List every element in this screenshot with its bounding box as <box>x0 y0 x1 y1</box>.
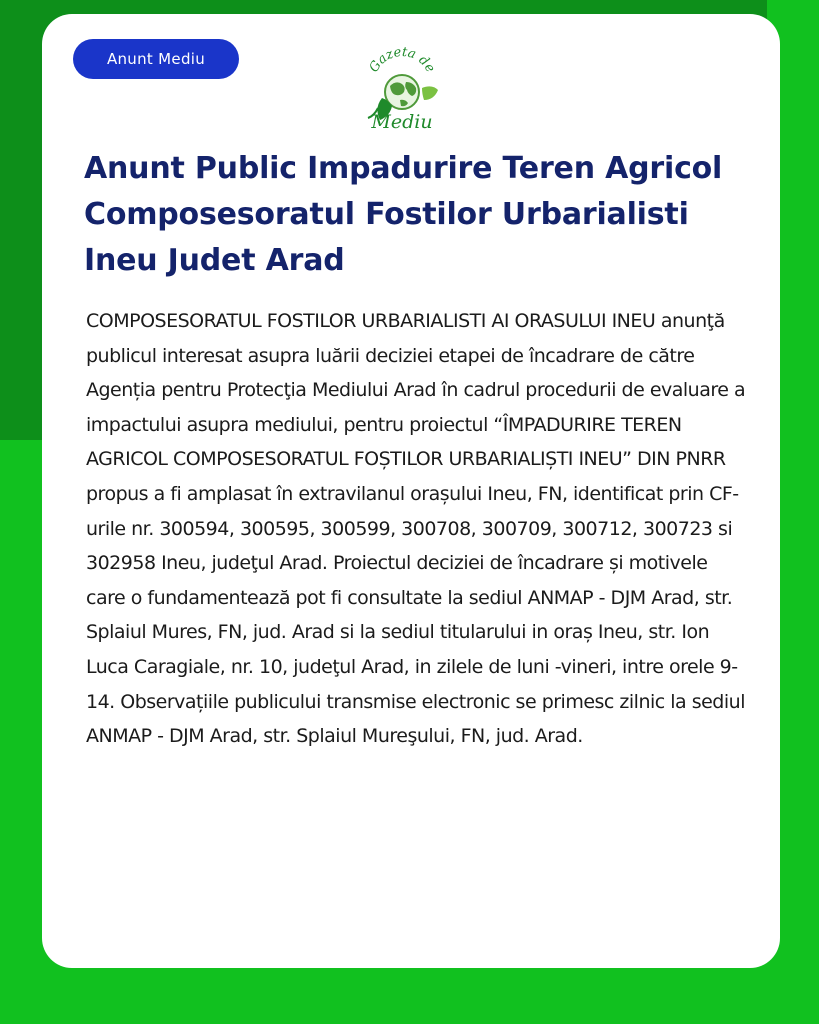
logo-text-bottom: Mediu <box>371 111 433 133</box>
article-title: Anunt Public Impadurire Teren Agricol Composesoratul Fostilor Urbarialisti Ineu Judet Arad <box>84 151 723 278</box>
category-badge[interactable]: Anunt Mediu <box>73 39 239 79</box>
gazeta-de-mediu-logo <box>352 38 452 134</box>
logo-graphic <box>352 38 452 134</box>
article-body: COMPOSESORATUL FOSTILOR URBARIALISTI AI ORASULUI INEU anunţă publicul interesat asupra luării deciziei etapei de încadrare de către Agenția pentru Protecţia Mediului Arad în cadrul procedurii de evaluare a impactului asupra mediului, pentru proiectul “ÎMPADURIRE TEREN AGRICOL COMPOSESORATUL FOȘTILOR URBARIALIȘTI INEU” DIN PNRR propus a fi amplasat în extravilanul orașului Ineu, FN, identificat prin CF-urile nr. 300594, 300595, 300599, 300708, 300709, 300712, 300723 si 302958 Ineu, judeţul Arad. Proiectul deciziei de încadrare și motivele care o fundamentează pot fi consultate la sediul ANMAP - DJM Arad, str. Splaiul Mures, FN, jud. Arad si la sediul titularului in oraș Ineu, str. Ion Luca Caragiale, nr. 10, judeţul Arad, in zilele de luni -vineri, intre orele 9-14. Observațiile publicului transmise electronic se primesc zilnic la sediul ANMAP - DJM Arad, str. Splaiul Mureşului, FN, jud. Arad. <box>86 310 746 748</box>
announcement-card <box>42 14 780 968</box>
logo-text-top: Gazeta de <box>366 44 438 76</box>
leaf-icon <box>422 86 438 100</box>
